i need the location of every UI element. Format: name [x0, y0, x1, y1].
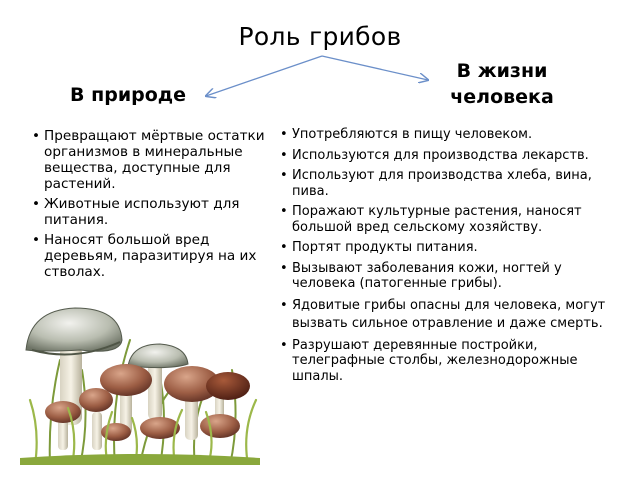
list-item: • Поражают культурные растения, наносят большой вред сельскому хозяйству. [280, 204, 625, 235]
list-item: • Портят продукты питания. [280, 240, 625, 256]
nature-list [32, 128, 272, 284]
list-item: • Употребляются в пищу человеком. [280, 127, 625, 143]
list-item: • Ядовитые грибы опасны для человека, могут вызвать сильное отравление и даже смерть. [280, 297, 625, 333]
list-item: • Разрушают деревянные постройки, телеграфные столбы, железнодорожные шпалы. [280, 338, 625, 385]
list-item: • Животные используют для питания. [32, 196, 272, 228]
human-life-list [280, 127, 625, 389]
heading-nature: В природе [70, 84, 187, 106]
page-title: Роль грибов [238, 22, 402, 51]
heading-human-line1: В жизни [456, 60, 548, 82]
arrow-left [206, 56, 322, 96]
list-item: • Превращают мёртвые остатки организмов в минеральные вещества, доступные для растений. [32, 128, 272, 192]
list-item: • Наносят большой вред деревьям, паразитируя на их стволах. [32, 232, 272, 280]
mushrooms-illustration [20, 300, 260, 465]
list-item: • Используют для производства хлеба, вина, пива. [280, 168, 625, 199]
arrow-right [322, 56, 428, 80]
heading-human-life [432, 58, 572, 110]
list-item: • Используются для производства лекарств. [280, 148, 625, 164]
heading-human-line2: человека [450, 86, 554, 108]
list-item: • Вызывают заболевания кожи, ногтей у человека (патогенные грибы). [280, 261, 625, 292]
